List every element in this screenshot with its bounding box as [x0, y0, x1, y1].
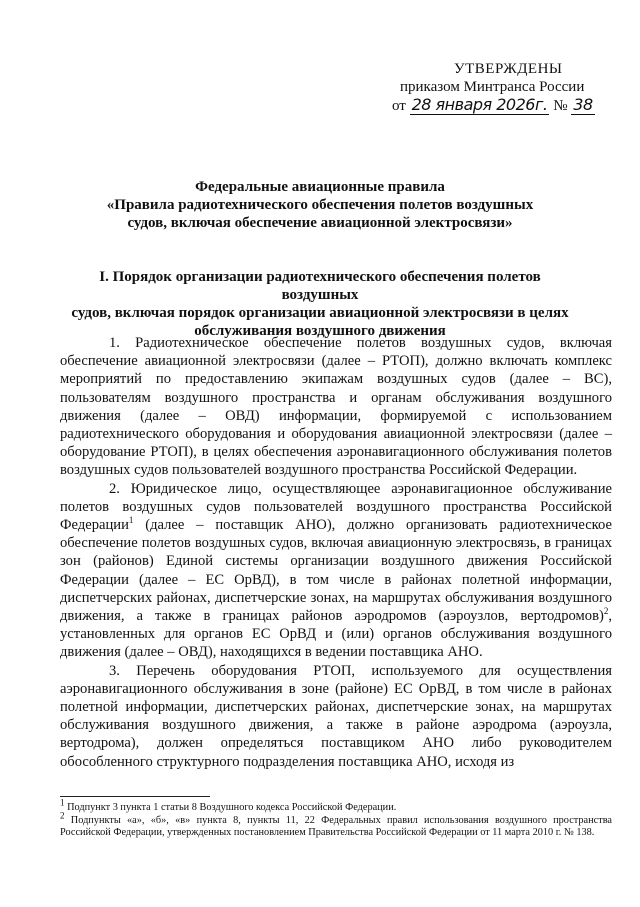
section-heading-line: I. Порядок организации радиотехнического обеспечения полетов воздушных	[99, 269, 541, 303]
footnote-mark: 2	[60, 810, 65, 821]
footnote-mark: 1	[60, 797, 65, 808]
section-heading-line: обслуживания воздушного движения	[194, 323, 446, 339]
footnote-divider	[60, 796, 210, 797]
section-heading-line: судов, включая порядок организации авиационной электросвязи в целях	[71, 305, 569, 321]
paragraph-2-text: 2. Юридическое лицо, осуществляющее аэронавигационное обслуживание полетов воздушных судов пользователей воздушного пространства Российской Федерации	[60, 480, 612, 534]
approval-stamp	[392, 60, 602, 115]
document-title-line: «Правила радиотехнического обеспечения полетов воздушных	[106, 197, 534, 213]
paragraph-3: 3. Перечень оборудования РТОП, используемого для осуществления аэронавигационного обслуживания в зоне (районе) ЕС ОрВД, в том числе в районах полетной информации, диспетчерских районах, диспетчерские зонах, на маршрутах обслуживания воздушного движения, а также в районе аэродрома (аэроузла, вертодрома), должен определяться поставщиком АНО либо руководителем обособленного структурного подразделения поставщика АНО, исходя из	[60, 662, 612, 770]
document-title	[60, 178, 580, 232]
footnote-text: Подпункт 3 пункта 1 статьи 8 Воздушного кодекса Российской Федерации.	[64, 802, 397, 813]
document-title-line: Федеральные авиационные правила	[195, 179, 445, 195]
footnote-ref-1: 1	[128, 515, 134, 526]
approval-order-line: приказом Минтранса России	[400, 79, 585, 95]
handwritten-number: 38	[573, 95, 593, 114]
number-prefix: №	[553, 98, 568, 114]
footnote-text: Подпункты «а», «б», «в» пункта 8, пункты 11, 22 Федеральных правил использования воздушного пространства Российской Федерации, утвержденных постановлением Правительства Российской Федерации от 11 марта 2010 г. № 138.	[60, 814, 612, 839]
approval-date-line	[392, 96, 602, 115]
date-prefix: от	[392, 98, 406, 114]
footnote-1	[60, 797, 612, 815]
footnotes	[60, 797, 612, 840]
footnote-ref-2: 2	[603, 606, 609, 617]
footnote-2	[60, 810, 612, 840]
section-heading	[60, 268, 580, 340]
paragraph-1: 1. Радиотехническое обеспечение полетов воздушных судов, включая обеспечение авиационной электросвязи (далее – РТОП), должно включать комплекс мероприятий по предоставлению экипажам воздушных судов (далее – ВС), пользователям воздушного пространства и органам обслуживания воздушного движения (далее – ОВД) информации, формируемой с использованием радиотехнического оборудования и оборудования авиационной электросвязи (далее – оборудование РТОП), в целях обеспечения аэронавигационного обслуживания полетов воздушных судов пользователей воздушного пространства Российской Федерации.	[60, 335, 612, 479]
body-text	[60, 334, 612, 771]
paragraph-2-text: (далее – поставщик АНО), должно организовать радиотехническое обеспечение полетов воздушных судов, включая авиационную электросвязь, в границах зон (районов) Единой системы организации воздушного движения Российской Федерации (далее – ЕС ОрВД), в том числе в районах полетной информации, диспетчерских районах, диспетчерские зонах, на маршрутах обслуживания воздушного движения, а также в границах районов аэродромов (аэроузлов, вертодромов)	[60, 517, 612, 625]
approval-title: УТВЕРЖДЕНЫ	[454, 61, 563, 77]
document-title-line: судов, включая обеспечение авиационной электросвязи»	[127, 215, 513, 231]
paragraph-2	[60, 480, 612, 662]
handwritten-date: 28 января 2026г.	[411, 95, 548, 114]
paragraph-2-text: , установленных для органов ЕС ОрВД и (или) органов обслуживания воздушного движения (далее – ОВД), находящихся в ведении поставщика АНО.	[60, 608, 612, 661]
